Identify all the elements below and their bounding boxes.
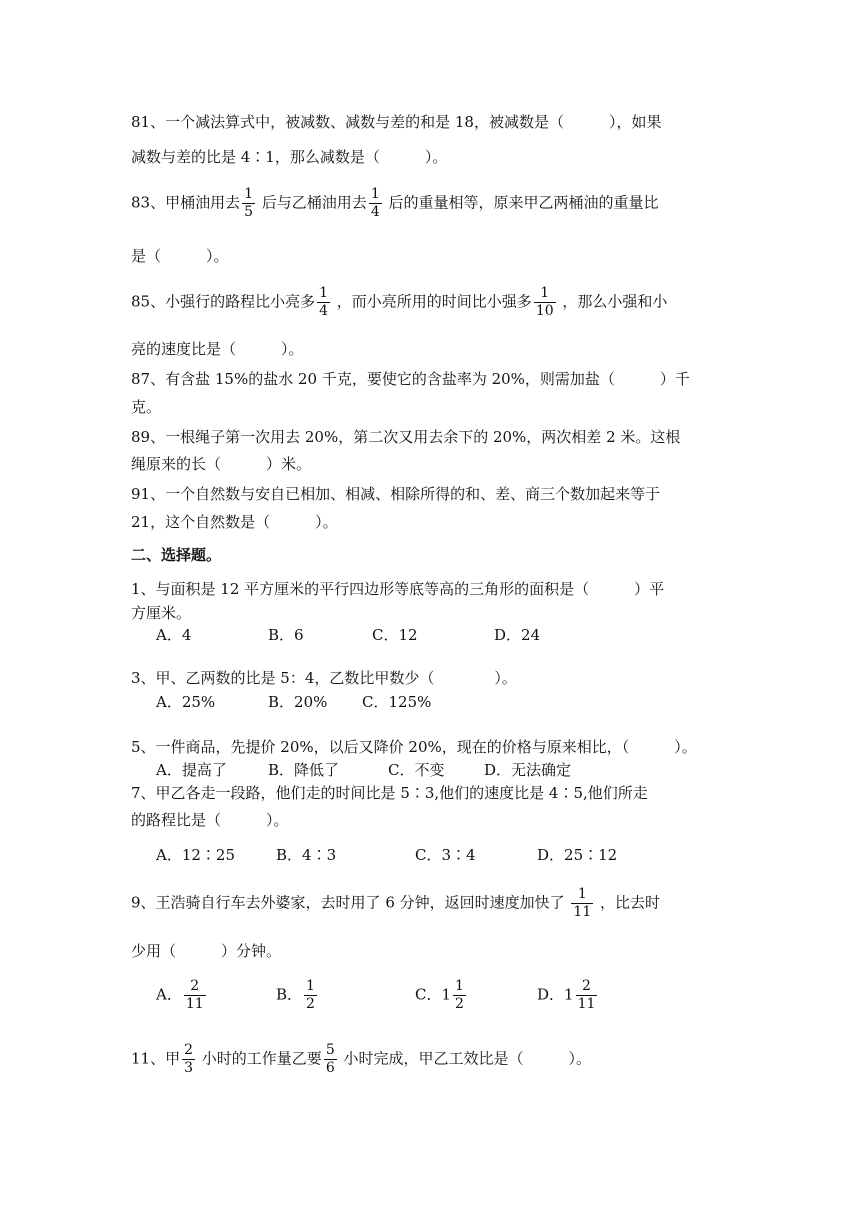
- fraction: $\frac{5}{6}$: [325, 1042, 335, 1076]
- choice-1-line1: 1、与面积是 12 平方厘米的平行四边形等底等高的三角形的面积是（ ）平: [131, 580, 665, 598]
- choice-5-option-c: C．不变: [388, 761, 445, 779]
- choice-11-line1: [131, 1042, 591, 1077]
- question-89-line1: 89、一根绳子第一次用去 20%，第二次又用去余下的 20%，两次相差 2 米。这根: [131, 428, 681, 446]
- choice-9-option-b: B． $\frac{1}{2}$: [276, 978, 315, 1012]
- choice-3-option-a: A．25%: [156, 693, 216, 711]
- fraction: $\frac{1}{2}$: [455, 978, 464, 1012]
- choice-3-option-c: C．125%: [362, 693, 432, 711]
- choice-1-option-c: C．12: [372, 626, 418, 644]
- fraction: $\frac{1}{2}$: [306, 978, 315, 1012]
- question-91-line1: 91、一个自然数与安自已相加、相减、相除所得的和、差、商三个数加起来等于: [131, 485, 661, 503]
- fraction: $\frac{1}{5}$: [244, 186, 254, 220]
- choice-9-option-c: C．1 $\frac{1}{2}$: [415, 978, 464, 1012]
- choice-9-text-b: ，比去时: [600, 893, 661, 912]
- choice-5-line1: 5、一件商品，先提价 20%，以后又降价 20%，现在的价格与原来相比，（ ）。: [131, 738, 697, 756]
- question-87-line1: 87、有含盐 15%的盐水 20 千克，要使它的含盐率为 20%，则需加盐（ ）千: [131, 370, 690, 388]
- choice-7-option-c: C．3∶4: [415, 846, 476, 864]
- question-89-line2: 绳原来的长（ ）米。: [131, 455, 312, 473]
- choice-5-option-a: A．提高了: [156, 761, 227, 779]
- fraction: $\frac{1}{11}$: [573, 886, 592, 920]
- choice-9-option-a: A． $\frac{2}{11}$: [156, 978, 204, 1012]
- choice-7-option-d: D．25∶12: [537, 846, 618, 864]
- choice-3-option-b: B．20%: [268, 693, 328, 711]
- choice-1-option-b: B．6: [268, 626, 304, 644]
- question-85-text-c: ，那么小强和小: [562, 292, 668, 311]
- choice-5-option-d: D．无法确定: [484, 761, 572, 779]
- choice-11-text-a: 11、甲: [131, 1049, 181, 1068]
- choice-9-line1: [131, 886, 660, 921]
- choice-1-option-d: D．24: [494, 626, 541, 644]
- choice-1-line2: 方厘米。: [131, 604, 192, 622]
- choice-3-line1: 3、甲、乙两数的比是 5：4，乙数比甲数少（ ）。: [131, 669, 517, 687]
- question-83-line2: 是（ ）。: [131, 247, 229, 265]
- choice-7-option-a: A．12∶25: [156, 846, 236, 864]
- fraction: $\frac{1}{10}$: [535, 285, 554, 319]
- question-83-text-b: 后与乙桶油用去: [261, 193, 367, 212]
- question-83-text-c: 后的重量相等，原来甲乙两桶油的重量比: [388, 193, 659, 212]
- choice-1-option-a: A．4: [156, 626, 192, 644]
- question-87-line2: 克。: [131, 398, 162, 416]
- fraction: $\frac{1}{4}$: [370, 186, 380, 220]
- question-85-text-a: 85、小强行的路程比小亮多: [131, 292, 316, 311]
- fraction: $\frac{2}{11}$: [185, 978, 204, 1012]
- question-91-line2: 21，这个自然数是（ ）。: [131, 513, 338, 531]
- fraction: $\frac{2}{11}$: [577, 978, 596, 1012]
- choice-7-option-b: B．4∶3: [276, 846, 337, 864]
- question-83-line1: [131, 186, 659, 221]
- question-85-line1: [131, 285, 667, 320]
- choice-7-line1: 7、甲乙各走一段路，他们走的时间比是 5∶3,他们的速度比是 4∶5,他们所走: [131, 784, 648, 802]
- question-81-line1: 81、一个减法算式中，被减数、减数与差的和是 18，被减数是（ ），如果: [131, 113, 662, 131]
- choice-9-option-d: D．1 $\frac{2}{11}$: [537, 978, 596, 1012]
- question-85-line2: 亮的速度比是（ ）。: [131, 340, 304, 358]
- question-81-line2: 减数与差的比是 4∶1，那么减数是（ ）。: [131, 148, 448, 166]
- choice-9-text-a: 9、王浩骑自行车去外婆家，去时用了 6 分钟，返回时速度加快了: [131, 893, 565, 912]
- choice-5-option-b: B．降低了: [268, 761, 340, 779]
- question-83-text-a: 83、甲桶油用去: [131, 193, 241, 212]
- fraction: $\frac{1}{4}$: [319, 285, 329, 319]
- choice-11-text-c: 小时完成，甲乙工效比是（ ）。: [343, 1049, 592, 1068]
- choice-9-line2: 少用（ ）分钟。: [131, 942, 282, 960]
- section-heading: 二、选择题。: [131, 546, 222, 564]
- question-85-text-b: ，而小亮所用的时间比小强多: [336, 292, 532, 311]
- choice-11-text-b: 小时的工作量乙要: [201, 1049, 322, 1068]
- choice-7-line2: 的路程比是（ ）。: [131, 811, 289, 829]
- fraction: $\frac{2}{3}$: [184, 1042, 194, 1076]
